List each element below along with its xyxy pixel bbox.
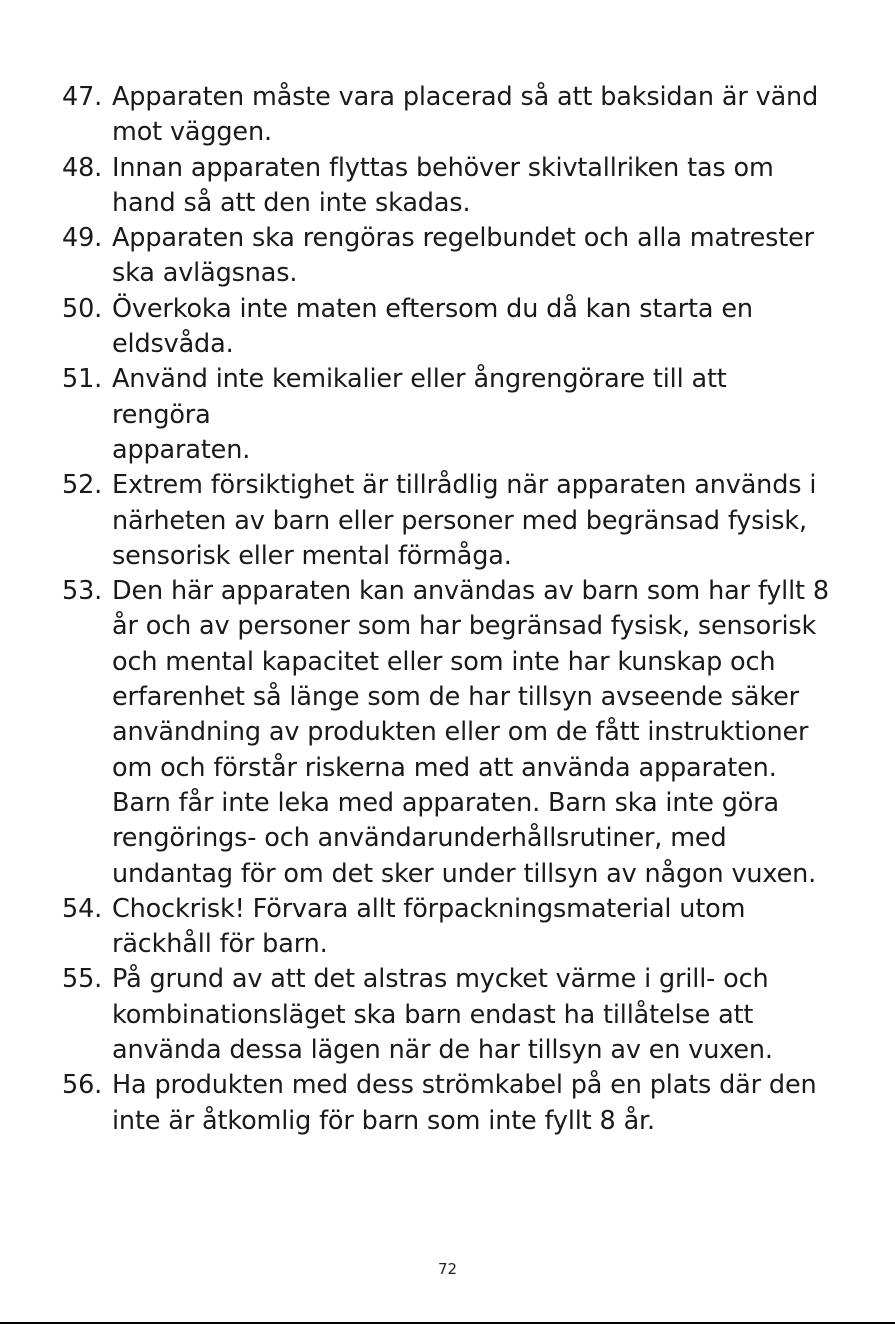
item-text: Den här apparaten kan användas av barn som har fyllt 8 år och av personer som har begränsad fysisk, sensorisk och mental kapacitet eller som inte har kunskap och erfarenhet så länge som de har tillsyn avseende säker användning av produkten eller om de fått instruktioner om och förstår riskerna med att använda apparaten. Barn får inte leka med apparaten. Barn ska inte göra rengörings- och användarunderhållsrutiner, med undantag för om det sker under tillsyn av någon vuxen. [112,576,829,889]
item-number: 56. [62,1070,103,1101]
item-text: Apparaten ska rengöras regelbundet och alla matrester ska avlägsnas. [112,223,814,289]
item-text: Överkoka inte maten eftersom du då kan starta en eldsvåda. [112,293,753,360]
item-number: 52. [62,470,103,501]
list-item [62,574,832,892]
item-text: Innan apparaten flyttas behöver skivtallriken tas om hand så att den inte skadas. [112,152,774,218]
list-item [62,962,832,1068]
safety-instruction-list [62,80,832,1139]
item-number: 48. [62,152,103,183]
item-text: Ha produkten med dess strömkabel på en plats där den inte är åtkomlig för barn som inte fyllt 8 år. [112,1070,817,1136]
list-item [62,151,832,222]
page-number: 72 [437,1260,458,1278]
item-number: 53. [62,576,103,607]
item-text: Chockrisk! Förvara allt förpackningsmaterial utom räckhåll för barn. [112,893,746,960]
list-item [62,292,832,363]
list-item [62,468,832,574]
item-number: 49. [62,223,103,254]
item-text: Apparaten måste vara placerad så att baksidan är vänd mot väggen. [112,82,819,148]
item-text: Extrem försiktighet är tillrådlig när apparaten används i närheten av barn eller personer med begränsad fysisk, sensorisk eller mental förmåga. [112,470,817,571]
list-item [62,362,832,468]
list-item [62,80,832,151]
item-number: 51. [62,364,103,395]
item-number: 55. [62,964,103,995]
item-number: 54. [62,893,103,924]
item-number: 47. [62,82,103,112]
list-item [62,892,832,963]
item-number: 50. [62,293,103,324]
item-text: På grund av att det alstras mycket värme i grill- och kombinationsläget ska barn endast ha tillåtelse att använda dessa lägen när de har tillsyn av en vuxen. [112,964,773,1066]
list-item [62,1068,832,1139]
item-text: Använd inte kemikalier eller ångrengörare till att rengöra apparaten. [112,364,727,465]
list-item [62,221,832,292]
